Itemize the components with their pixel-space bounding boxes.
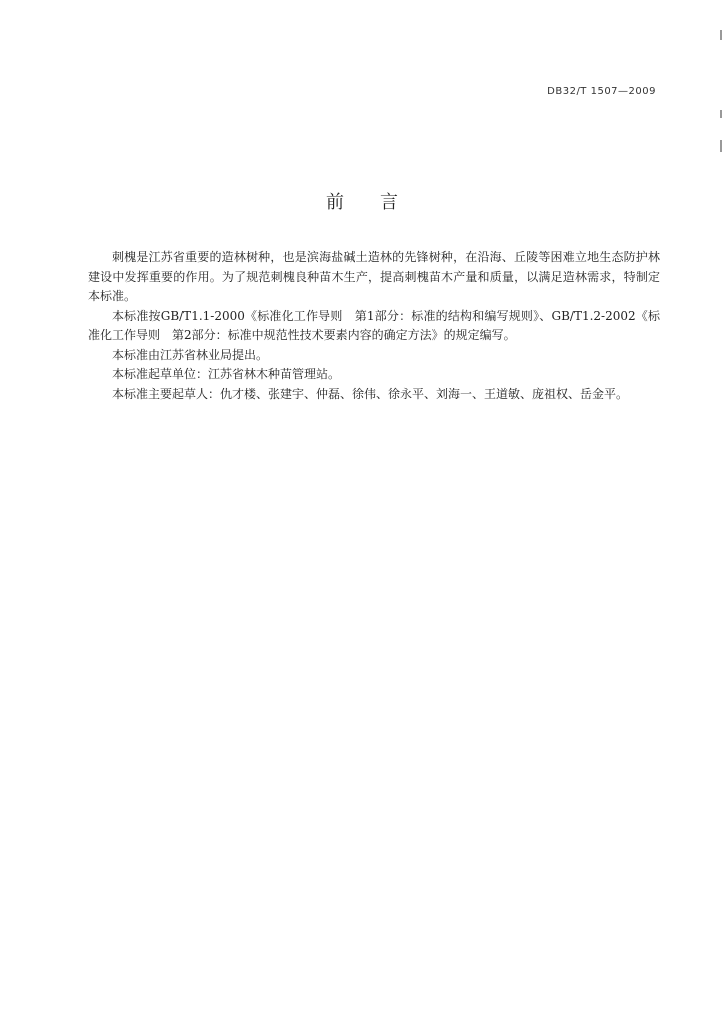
paragraph-proposer: 本标准由江苏省林业局提出。 [112, 347, 269, 362]
foreword-body [88, 248, 660, 404]
paragraph-intro: 刺槐是江苏省重要的造林树种，也是滨海盐碱土造林的先锋树种，在沿海、丘陵等困难立地生态防护林建设中发挥重要的作用。为了规范刺槐良种苗木生产，提高刺槐苗木产量和质量，以满足造林需求，特制定本标准。 [88, 250, 660, 303]
paragraph-drafting-rules: 本标准按GB/T1.1-2000《标准化工作导则 第1部分：标准的结构和编写规则》、GB/T1.2-2002《标准化工作导则 第2部分：标准中规范性技术要素内容的确定方法》的规定编写。 [88, 308, 660, 342]
paragraph-drafters: 本标准主要起草人：仇才楼、张建宇、仲磊、徐伟、徐永平、刘海一、王道敏、庞祖权、岳金平。 [112, 386, 629, 401]
scan-edge-mark [720, 110, 722, 118]
scan-edge-mark [720, 140, 722, 152]
paragraph-drafting-unit: 本标准起草单位：江苏省林木种苗管理站。 [112, 367, 341, 381]
scan-edge-mark [720, 30, 722, 40]
page-title: 前言 [326, 192, 434, 213]
standard-code: DB32/T 1507—2009 [547, 86, 656, 97]
